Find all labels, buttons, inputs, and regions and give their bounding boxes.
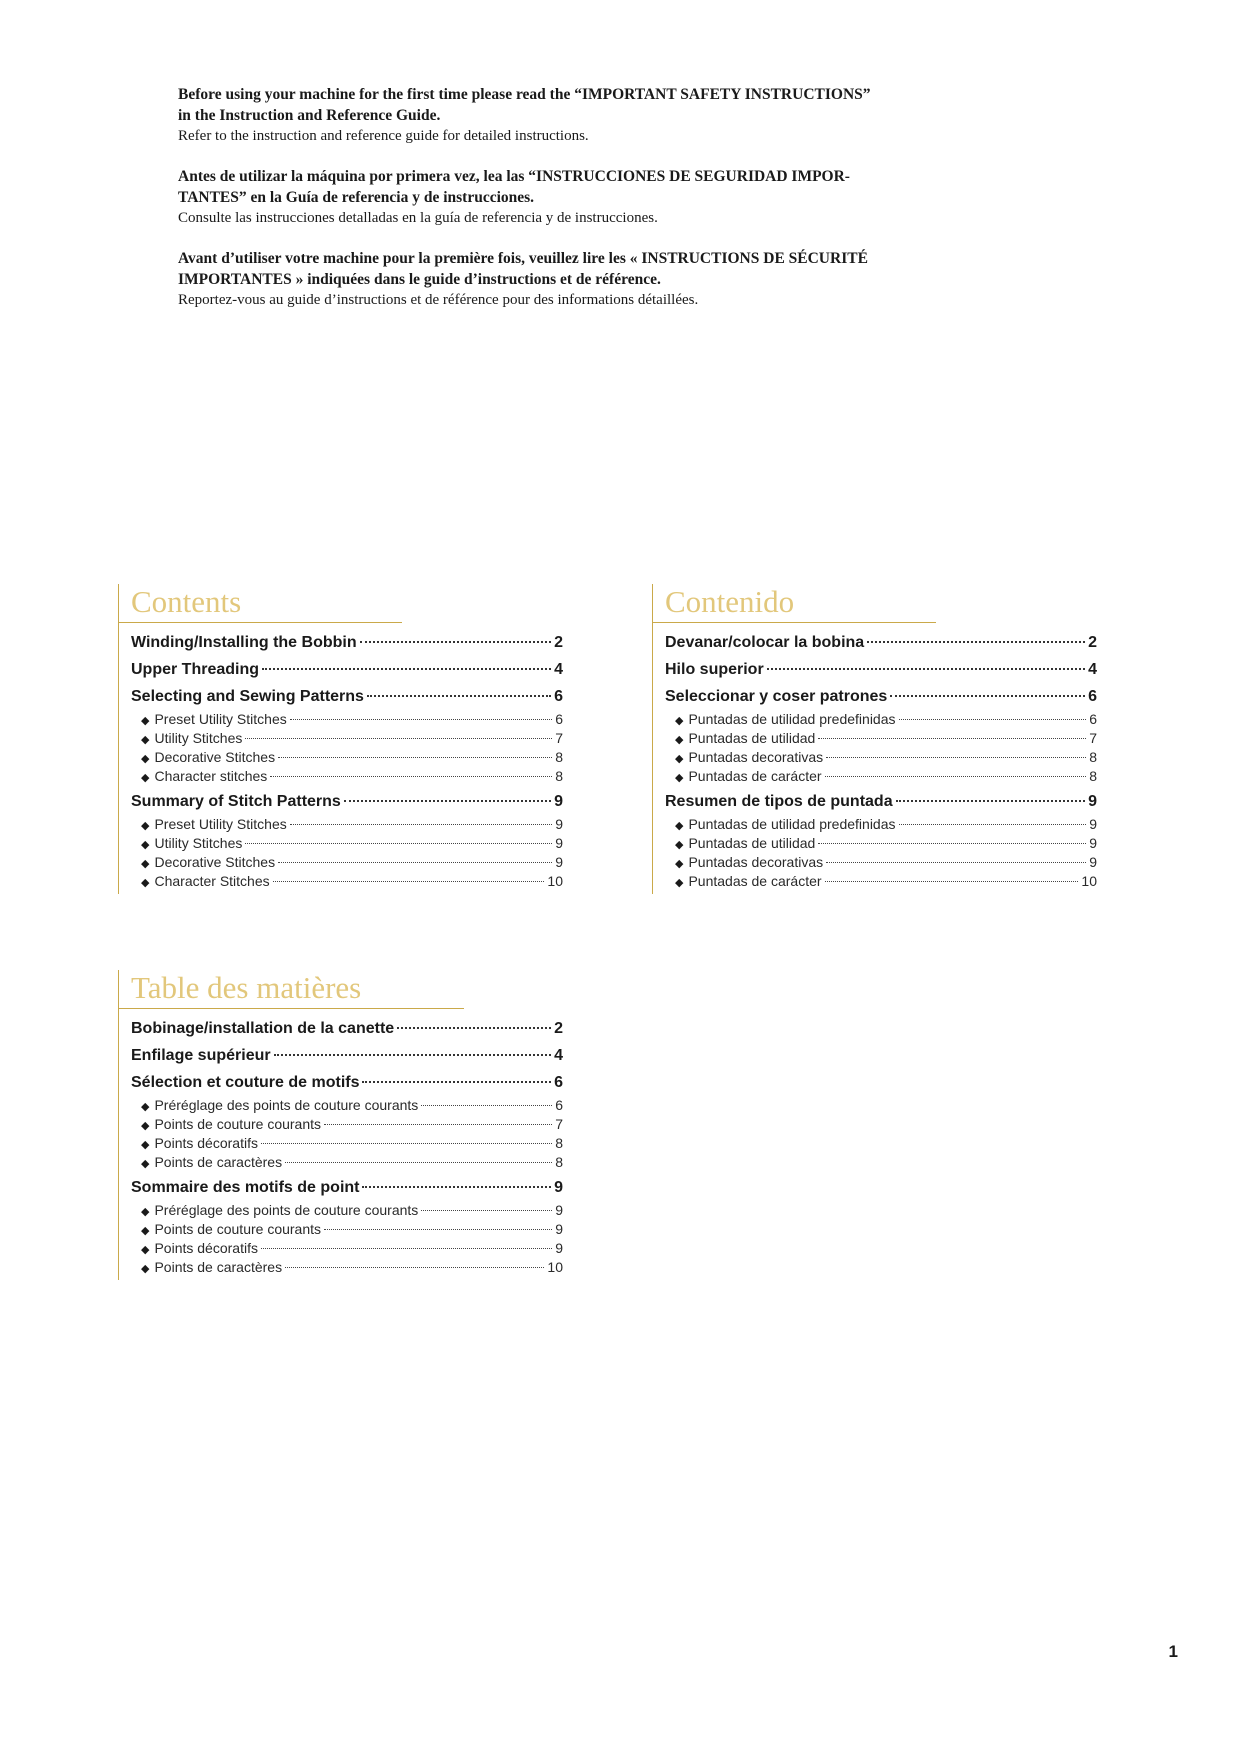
diamond-bullet-icon: ◆: [141, 753, 150, 765]
toc-spanish: [652, 584, 1097, 894]
dot-leader: [270, 776, 552, 777]
notice-text: Consulte las instrucciones detalladas en la guía de referencia y de instrucciones.: [178, 210, 658, 226]
entry-label: Hilo superior: [665, 661, 764, 678]
diamond-bullet-icon: ◆: [141, 734, 150, 746]
dot-leader: [867, 641, 1085, 643]
toc-title-block: [118, 584, 563, 624]
dot-leader: [818, 738, 1086, 739]
dot-leader: [896, 800, 1086, 802]
entry-label: Puntadas de utilidad predefinidas: [688, 711, 896, 727]
entry-label: Bobinage/installation de la canette: [131, 1020, 395, 1037]
entry-page-number: 9: [1089, 854, 1097, 870]
entry-page-number: 10: [547, 873, 563, 889]
entry-label: Puntadas de carácter: [688, 768, 822, 784]
entry-label: Character stitches: [154, 768, 268, 784]
dot-leader: [767, 668, 1085, 670]
entry-label: Puntadas decorativas: [688, 854, 824, 870]
entry-page-number: 8: [555, 749, 563, 765]
entry-page-number: 9: [1089, 816, 1097, 832]
diamond-bullet-icon: ◆: [141, 1101, 150, 1113]
title-rule: [653, 622, 936, 623]
entry-label: Resumen de tipos de puntada: [665, 793, 893, 810]
entry-label: Utility Stitches: [154, 835, 243, 851]
diamond-bullet-icon: ◆: [141, 1263, 150, 1275]
toc-entry[interactable]: [131, 793, 563, 814]
entry-page-number: 8: [1089, 749, 1097, 765]
toc-subentry[interactable]: [131, 730, 563, 749]
toc-title: Contents: [131, 584, 242, 619]
toc-subentry[interactable]: [131, 1221, 563, 1240]
entry-label: Puntadas decorativas: [688, 749, 824, 765]
dot-leader: [274, 1054, 552, 1056]
entry-page-number: 10: [547, 1259, 563, 1275]
entry-page-number: 9: [1089, 835, 1097, 851]
toc-title: Table des matières: [131, 970, 362, 1005]
toc-list: [652, 624, 1097, 894]
toc-entry[interactable]: [665, 688, 1097, 709]
toc-entry[interactable]: [665, 661, 1097, 682]
diamond-bullet-icon: ◆: [675, 858, 684, 870]
entry-label: Winding/Installing the Bobbin: [131, 634, 357, 651]
toc-subentry[interactable]: [131, 1259, 563, 1278]
notice-heading: Before using your machine for the first time please read the “IMPORTANT SAFETY INSTRUCTIONS” in the Instruction and Reference Guide.: [178, 86, 871, 124]
entry-page-number: 8: [1089, 768, 1097, 784]
diamond-bullet-icon: ◆: [675, 772, 684, 784]
notice-text: Reportez-vous au guide d’instructions et de référence pour des informations détaillées.: [178, 292, 699, 308]
dot-leader: [818, 843, 1086, 844]
entry-page-number: 9: [555, 835, 563, 851]
diamond-bullet-icon: ◆: [141, 1120, 150, 1132]
toc-subentry[interactable]: [665, 873, 1097, 892]
toc-entry[interactable]: [131, 1074, 563, 1095]
entry-label: Devanar/colocar la bobina: [665, 634, 865, 651]
toc-subentry[interactable]: [131, 873, 563, 892]
page-number: 1: [1168, 1642, 1178, 1661]
toc-subentry[interactable]: [131, 816, 563, 835]
toc-subentry[interactable]: [131, 1116, 563, 1135]
toc-english: [118, 584, 563, 894]
dot-leader: [324, 1229, 552, 1230]
dot-leader: [826, 862, 1086, 863]
dot-leader: [825, 776, 1087, 777]
entry-label: Preset Utility Stitches: [154, 711, 287, 727]
entry-page-number: 8: [555, 1135, 563, 1151]
dot-leader: [367, 695, 551, 697]
diamond-bullet-icon: ◆: [141, 1225, 150, 1237]
entry-label: Points décoratifs: [154, 1240, 258, 1256]
dot-leader: [324, 1124, 552, 1125]
toc-entry[interactable]: [131, 634, 563, 655]
entry-page-number: 10: [1081, 873, 1097, 889]
diamond-bullet-icon: ◆: [675, 734, 684, 746]
dot-leader: [421, 1210, 552, 1211]
diamond-bullet-icon: ◆: [141, 820, 150, 832]
dot-leader: [261, 1248, 552, 1249]
dot-leader: [278, 862, 552, 863]
entry-label: Decorative Stitches: [154, 749, 276, 765]
entry-page-number: 8: [555, 768, 563, 784]
entry-page-number: 9: [555, 854, 563, 870]
dot-leader: [245, 738, 552, 739]
dot-leader: [899, 719, 1087, 720]
entry-label: Summary of Stitch Patterns: [131, 793, 341, 810]
dot-leader: [290, 824, 552, 825]
entry-label: Préréglage des points de couture courants: [154, 1097, 419, 1113]
entry-page-number: 9: [554, 793, 563, 810]
intro-notice-french: [178, 248, 1078, 311]
notice-heading: Avant d’utiliser votre machine pour la première fois, veuillez lire les « INSTRUCTIONS DE SÉCURITÉ IMPORTANTES » indiquées dans le guide d’instructions et de référence.: [178, 250, 868, 288]
entry-label: Points décoratifs: [154, 1135, 258, 1151]
toc-entry[interactable]: [665, 793, 1097, 814]
toc-list: [118, 1010, 563, 1280]
diamond-bullet-icon: ◆: [141, 1139, 150, 1151]
toc-entry[interactable]: [131, 1179, 563, 1200]
entry-label: Sommaire des motifs de point: [131, 1179, 360, 1196]
entry-page-number: 2: [554, 1020, 563, 1037]
toc-title-block: [118, 970, 563, 1010]
toc-entry[interactable]: [131, 688, 563, 709]
entry-label: Puntadas de utilidad: [688, 730, 816, 746]
intro-notice-spanish: [178, 166, 1078, 229]
diamond-bullet-icon: ◆: [675, 877, 684, 889]
entry-page-number: 9: [555, 816, 563, 832]
toc-subentry[interactable]: [665, 768, 1097, 787]
dot-leader: [362, 1081, 551, 1083]
entry-page-number: 7: [555, 1116, 563, 1132]
toc-subentry[interactable]: [131, 1154, 563, 1173]
toc-subentry[interactable]: [131, 749, 563, 768]
toc-subentry[interactable]: [131, 1202, 563, 1221]
entry-label: Points de couture courants: [154, 1221, 322, 1237]
title-rule: [119, 1008, 464, 1009]
entry-page-number: 9: [555, 1202, 563, 1218]
diamond-bullet-icon: ◆: [141, 715, 150, 727]
toc-list: [118, 624, 563, 894]
dot-leader: [899, 824, 1087, 825]
entry-label: Préréglage des points de couture courants: [154, 1202, 419, 1218]
toc-french: [118, 970, 563, 1280]
diamond-bullet-icon: ◆: [675, 753, 684, 765]
toc-subentry[interactable]: [665, 835, 1097, 854]
entry-page-number: 6: [1089, 711, 1097, 727]
diamond-bullet-icon: ◆: [141, 1158, 150, 1170]
entry-page-number: 4: [554, 661, 563, 678]
entry-page-number: 4: [554, 1047, 563, 1064]
toc-subentry[interactable]: [131, 835, 563, 854]
dot-leader: [261, 1143, 552, 1144]
entry-label: Decorative Stitches: [154, 854, 276, 870]
notice-text: Refer to the instruction and reference guide for detailed instructions.: [178, 128, 589, 144]
entry-label: Sélection et couture de motifs: [131, 1074, 360, 1091]
dot-leader: [344, 800, 551, 802]
diamond-bullet-icon: ◆: [675, 820, 684, 832]
toc-title: Contenido: [665, 584, 795, 619]
toc-subentry[interactable]: [665, 711, 1097, 730]
dot-leader: [890, 695, 1085, 697]
entry-page-number: 4: [1088, 661, 1097, 678]
diamond-bullet-icon: ◆: [675, 839, 684, 851]
intro-notice-english: [178, 84, 1078, 147]
toc-subentry[interactable]: [131, 768, 563, 787]
diamond-bullet-icon: ◆: [141, 1206, 150, 1218]
entry-label: Points de caractères: [154, 1259, 283, 1275]
entry-label: Upper Threading: [131, 661, 260, 678]
toc-subentry[interactable]: [131, 854, 563, 873]
toc-subentry[interactable]: [131, 711, 563, 730]
entry-page-number: 9: [555, 1240, 563, 1256]
entry-label: Points de couture courants: [154, 1116, 322, 1132]
dot-leader: [290, 719, 552, 720]
entry-page-number: 6: [554, 688, 563, 705]
entry-page-number: 6: [554, 1074, 563, 1091]
diamond-bullet-icon: ◆: [141, 839, 150, 851]
entry-label: Enfilage supérieur: [131, 1047, 271, 1064]
toc-entry[interactable]: [665, 634, 1097, 655]
dot-leader: [362, 1186, 551, 1188]
dot-leader: [278, 757, 552, 758]
toc-subentry[interactable]: [131, 1097, 563, 1116]
entry-page-number: 6: [555, 1097, 563, 1113]
entry-page-number: 2: [1088, 634, 1097, 651]
entry-label: Utility Stitches: [154, 730, 243, 746]
toc-entry[interactable]: [131, 661, 563, 682]
dot-leader: [285, 1267, 544, 1268]
title-rule: [119, 622, 402, 623]
entry-label: Puntadas de utilidad predefinidas: [688, 816, 896, 832]
entry-label: Puntadas de carácter: [688, 873, 822, 889]
toc-title-block: [652, 584, 1097, 624]
toc-subentry[interactable]: [131, 1135, 563, 1154]
toc-subentry[interactable]: [665, 749, 1097, 768]
entry-page-number: 8: [555, 1154, 563, 1170]
entry-page-number: 6: [555, 711, 563, 727]
toc-entry[interactable]: [131, 1020, 563, 1041]
dot-leader: [826, 757, 1086, 758]
toc-entry[interactable]: [131, 1047, 563, 1068]
toc-subentry[interactable]: [131, 1240, 563, 1259]
toc-subentry[interactable]: [665, 730, 1097, 749]
dot-leader: [262, 668, 551, 670]
diamond-bullet-icon: ◆: [141, 877, 150, 889]
dot-leader: [421, 1105, 552, 1106]
entry-page-number: 9: [554, 1179, 563, 1196]
dot-leader: [245, 843, 552, 844]
entry-label: Selecting and Sewing Patterns: [131, 688, 364, 705]
entry-page-number: 2: [554, 634, 563, 651]
dot-leader: [360, 641, 551, 643]
notice-heading: Antes de utilizar la máquina por primera vez, lea las “INSTRUCCIONES DE SEGURIDAD IMPOR- TANTES” en la Guía de referencia y de instrucciones.: [178, 168, 850, 206]
entry-page-number: 9: [1088, 793, 1097, 810]
dot-leader: [285, 1162, 552, 1163]
diamond-bullet-icon: ◆: [675, 715, 684, 727]
entry-label: Points de caractères: [154, 1154, 283, 1170]
entry-page-number: 7: [1089, 730, 1097, 746]
dot-leader: [397, 1027, 551, 1029]
toc-subentry[interactable]: [665, 816, 1097, 835]
diamond-bullet-icon: ◆: [141, 772, 150, 784]
entry-label: Puntadas de utilidad: [688, 835, 816, 851]
entry-label: Character Stitches: [154, 873, 270, 889]
intro-notices: [178, 84, 1078, 330]
diamond-bullet-icon: ◆: [141, 858, 150, 870]
entry-label: Preset Utility Stitches: [154, 816, 287, 832]
entry-page-number: 7: [555, 730, 563, 746]
dot-leader: [825, 881, 1079, 882]
entry-page-number: 6: [1088, 688, 1097, 705]
toc-subentry[interactable]: [665, 854, 1097, 873]
entry-page-number: 9: [555, 1221, 563, 1237]
diamond-bullet-icon: ◆: [141, 1244, 150, 1256]
entry-label: Seleccionar y coser patrones: [665, 688, 888, 705]
dot-leader: [273, 881, 545, 882]
